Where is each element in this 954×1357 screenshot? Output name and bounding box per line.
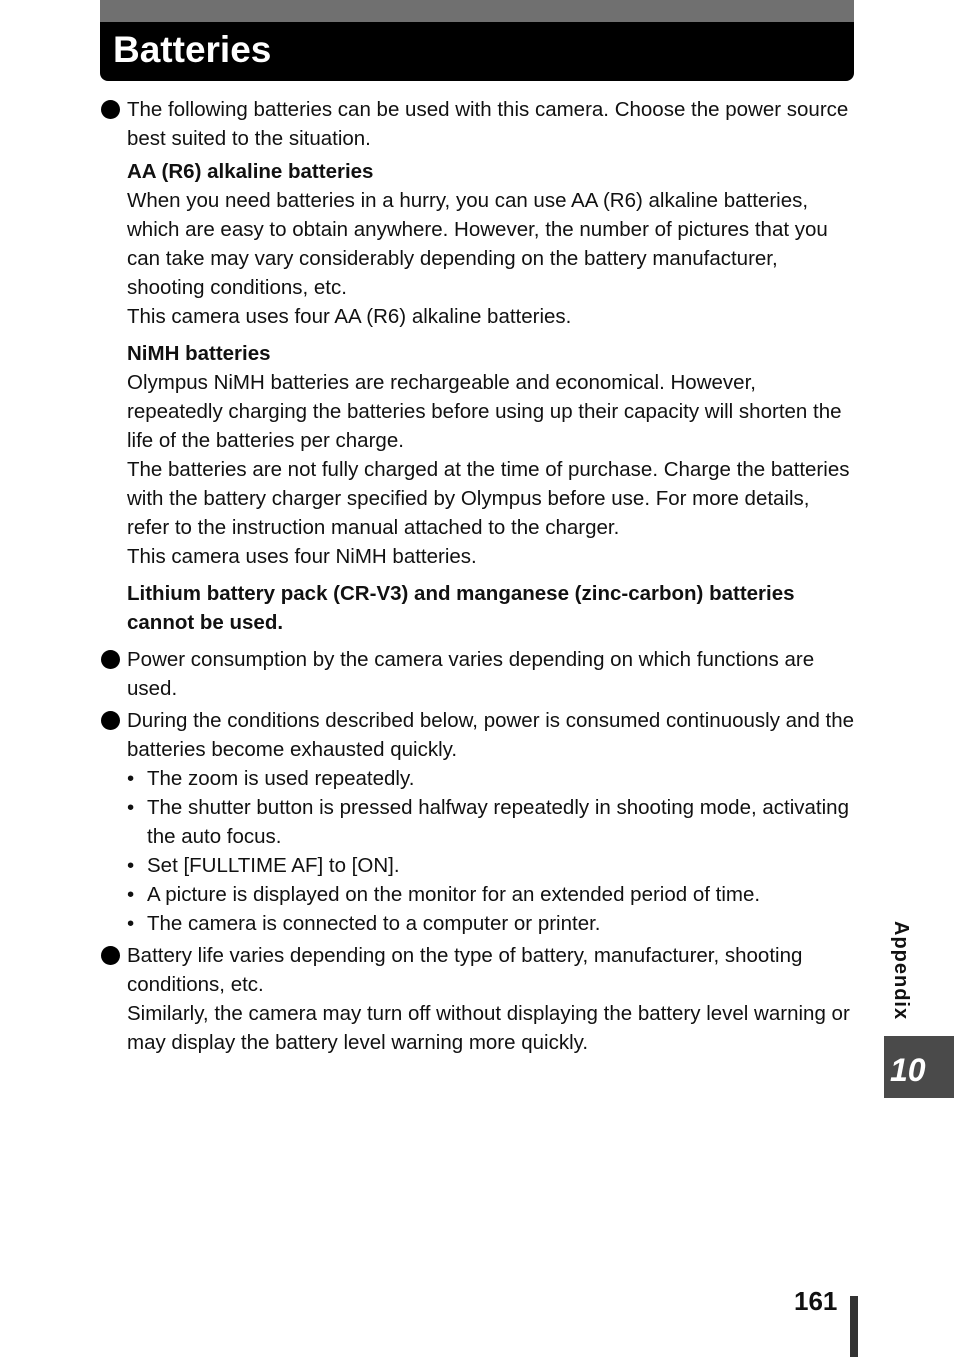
bullet-conditions (127, 706, 857, 938)
list-item: • The shutter button is pressed halfway repeatedly in shooting mode, activating the auto focus. (127, 793, 857, 851)
bullet-dot-icon (101, 711, 120, 730)
list-item: • Set [FULLTIME AF] to [ON]. (127, 851, 857, 880)
nimh-paragraph-1: Olympus NiMH batteries are rechargeable and economical. However, repeatedly charging the batteries before using up their capacity will shorten the life of the batteries per charge. (127, 371, 842, 452)
title-top-strip (100, 0, 854, 22)
life-paragraph-2: Similarly, the camera may turn off without displaying the battery level warning or may display the battery level warning more quickly. (127, 1002, 850, 1054)
nimh-heading: NiMH batteries (127, 342, 271, 365)
bullet-life (127, 941, 857, 1057)
aa-paragraph-1: When you need batteries in a hurry, you can use AA (R6) alkaline batteries, which are easy to obtain anywhere. However, the number of pictures that you can take may vary considerably depending on the battery manufacturer, shooting conditions, etc. (127, 189, 828, 299)
chapter-number: 10 (890, 1052, 926, 1088)
chapter-tab (884, 1036, 954, 1098)
bullet-dot-icon (101, 650, 120, 669)
life-paragraph-1: Battery life varies depending on the type of battery, manufacturer, shooting conditions, etc. (127, 944, 803, 996)
intro-text: The following batteries can be used with this camera. Choose the power source best suited to the situation. (127, 98, 849, 150)
aa-heading: AA (R6) alkaline batteries (127, 160, 374, 183)
bullet-power (127, 645, 857, 703)
main-content (127, 95, 857, 1057)
conditions-list (127, 764, 857, 938)
bullet-dot-icon (101, 100, 120, 119)
page-number: 161 (794, 1286, 838, 1316)
page-edge-bar (850, 1296, 858, 1357)
conditions-text: During the conditions described below, power is consumed continuously and the batteries become exhausted quickly. (127, 709, 855, 761)
aa-paragraph-2: This camera uses four AA (R6) alkaline batteries. (127, 305, 572, 328)
nimh-paragraph-2: The batteries are not fully charged at the time of purchase. Charge the batteries with the battery charger specified by Olympus before use. For more details, refer to the instruction manual attached to the charger. (127, 458, 850, 539)
power-text: Power consumption by the camera varies depending on which functions are used. (127, 648, 815, 700)
warning-text: Lithium battery pack (CR-V3) and manganese (zinc-carbon) batteries cannot be used. (127, 582, 795, 634)
section-label: Appendix (890, 921, 912, 1021)
page-title: Batteries (113, 29, 272, 70)
list-item: • The zoom is used repeatedly. (127, 764, 857, 793)
title-bar (100, 0, 854, 81)
bullet-dot-icon (101, 946, 120, 965)
list-item: • A picture is displayed on the monitor for an extended period of time. (127, 880, 857, 909)
list-item: • The camera is connected to a computer or printer. (127, 909, 857, 938)
nimh-paragraph-3: This camera uses four NiMH batteries. (127, 545, 477, 568)
bullet-intro (127, 95, 857, 153)
